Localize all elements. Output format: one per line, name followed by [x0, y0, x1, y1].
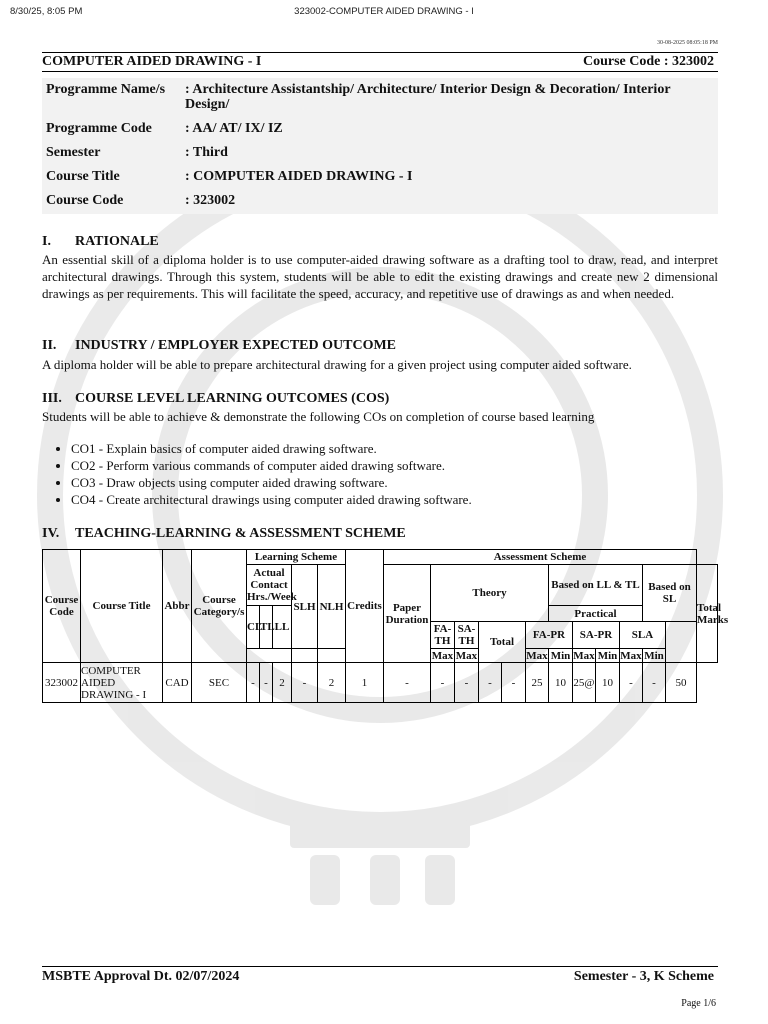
info-value: : COMPUTER AIDED DRAWING - I — [185, 169, 413, 184]
print-title: 323002-COMPUTER AIDED DRAWING - I — [294, 6, 474, 17]
cell-sla-min: - — [643, 663, 666, 703]
info-value: : AA/ AT/ IX/ IZ — [185, 121, 283, 136]
th-based-ll-tl: Based on LL & TL — [549, 565, 643, 606]
th-blank — [318, 649, 346, 663]
th-max: Max — [455, 649, 478, 662]
cell-total-max: - — [479, 663, 502, 703]
th-min: Min — [596, 649, 620, 663]
th-assessment-scheme: Assessment Scheme — [384, 550, 697, 565]
th-tl: TL — [260, 606, 273, 649]
co-item: • CO4 - Create architectural drawings using computer aided drawing software. — [71, 491, 472, 508]
section-number: III. — [42, 391, 62, 406]
th-max: Max — [431, 649, 454, 662]
th-sa-pr: SA-PR — [573, 622, 620, 649]
th-blank — [292, 649, 318, 663]
page-footer — [42, 966, 718, 987]
cell-ll: 2 — [273, 663, 292, 703]
th-ll: LL — [273, 606, 292, 649]
cell-sath-max: - — [455, 663, 479, 703]
th-max: Max — [573, 649, 595, 662]
section-title: RATIONALE — [75, 234, 159, 249]
course-header-title: COMPUTER AIDED DRAWING - I — [42, 54, 262, 69]
teaching-assessment-scheme-table — [42, 549, 729, 703]
th-fa-pr: FA-PR — [526, 622, 573, 649]
th-sa-th: SA-TH — [455, 622, 479, 649]
th-slh: SLH — [292, 565, 318, 649]
th-cl: CL — [247, 606, 260, 649]
th-min: Min — [644, 649, 664, 662]
th-max: Max — [620, 649, 642, 662]
course-info-table — [46, 78, 718, 208]
cell-sapr-max: 25@ — [573, 663, 596, 703]
info-value: : Third — [185, 145, 228, 160]
cell-sla-max: - — [620, 663, 643, 703]
th-based-sl: Based on SL — [643, 565, 697, 622]
info-label: Course Title — [46, 169, 120, 184]
cell-slh: - — [292, 663, 318, 703]
th-practical: Practical — [549, 606, 643, 622]
th-fa-th: FA-TH — [431, 622, 455, 649]
section-number: I. — [42, 234, 51, 249]
cell-paper: - — [384, 663, 431, 703]
th-total-marks: Total Marks — [697, 565, 718, 663]
info-label: Programme Name/s — [46, 82, 166, 97]
section-title: COURSE LEVEL LEARNING OUTCOMES (COS) — [75, 391, 390, 406]
section-heading-outcome — [42, 338, 396, 354]
cell-fath-max: - — [431, 663, 455, 703]
cell-title: COMPUTER AIDED DRAWING - I — [81, 663, 163, 703]
th-abbr: Abbr — [163, 550, 192, 663]
print-datetime: 8/30/25, 8:05 PM — [10, 6, 83, 17]
section-number: IV. — [42, 526, 60, 541]
co-item: • CO3 - Draw objects using computer aided drawing software. — [71, 474, 472, 491]
generated-timestamp: 30-08-2025 08:05:18 PM — [656, 40, 718, 46]
semester-scheme: Semester - 3, K Scheme — [573, 969, 714, 984]
info-label: Course Code — [46, 193, 124, 208]
th-theory: Theory — [431, 565, 549, 622]
th-max: Max — [526, 649, 548, 662]
cell-sapr-min: 10 — [596, 663, 620, 703]
section-heading-scheme — [42, 526, 406, 542]
cell-fapr-max: 25 — [526, 663, 549, 703]
section-heading-rationale — [42, 234, 159, 250]
cell-total-min: - — [502, 663, 526, 703]
info-label: Semester — [46, 145, 101, 160]
course-info-box — [42, 78, 718, 214]
section-number: II. — [42, 338, 57, 353]
rationale-text: An essential skill of a diploma holder is to use computer-aided drawing software as a drafting tool to draw, read, and interpret architectural drawings. Through this system, students will be able to edit the existing drawings and create new 2 dimensional drawings as per requirements. This will facilitate the speed, accuracy, and repetitive use of drawings as and when needed. — [42, 252, 718, 301]
cell-total-marks: 50 — [666, 663, 697, 703]
th-paper-duration: Paper Duration — [384, 565, 431, 663]
cell-cl: - — [247, 663, 260, 703]
cell-code: 323002 — [43, 663, 81, 703]
cos-intro-text: Students will be able to achieve & demonstrate the following COs on completion of course based learning — [42, 409, 595, 424]
info-value: : 323002 — [185, 193, 236, 208]
th-blank — [247, 649, 292, 663]
cell-abbr: CAD — [163, 663, 192, 703]
th-category: Course Category/s — [192, 550, 247, 663]
th-actual-contact: Actual Contact Hrs./Week — [247, 565, 292, 606]
section-heading-cos — [42, 391, 389, 407]
cell-nlh: 2 — [318, 663, 346, 703]
course-header-bar — [42, 52, 718, 72]
table-row — [43, 663, 718, 703]
info-value: : Architecture Assistantship/ Architecture/ Interior Design & Decoration/ Interior Design/ — [185, 82, 671, 112]
th-nlh: NLH — [318, 565, 346, 649]
cell-category: SEC — [192, 663, 247, 703]
approval-date: MSBTE Approval Dt. 02/07/2024 — [42, 969, 240, 984]
co-list — [42, 440, 472, 508]
co-item: • CO1 - Explain basics of computer aided drawing software. — [71, 440, 472, 457]
course-header-code: Course Code : 323002 — [582, 54, 714, 69]
section-title: TEACHING-LEARNING & ASSESSMENT SCHEME — [75, 526, 406, 541]
cell-fapr-min: 10 — [549, 663, 573, 703]
th-sla: SLA — [620, 622, 666, 649]
cell-credits: 1 — [346, 663, 384, 703]
page-number: Page 1/6 — [681, 998, 716, 1009]
cell-tl: - — [260, 663, 273, 703]
info-label: Programme Code — [46, 121, 152, 136]
section-title: INDUSTRY / EMPLOYER EXPECTED OUTCOME — [75, 338, 397, 353]
th-course-code: Course Code — [43, 550, 81, 663]
th-min: Min — [549, 649, 573, 663]
th-total: Total — [479, 622, 526, 663]
th-learning-scheme: Learning Scheme — [247, 550, 346, 565]
th-credits: Credits — [346, 550, 384, 663]
co-item: • CO2 - Perform various commands of computer aided drawing software. — [71, 457, 472, 474]
outcome-text: A diploma holder will be able to prepare architectural drawing for a given project using computer aided software. — [42, 357, 632, 372]
th-course-title: Course Title — [81, 550, 163, 663]
